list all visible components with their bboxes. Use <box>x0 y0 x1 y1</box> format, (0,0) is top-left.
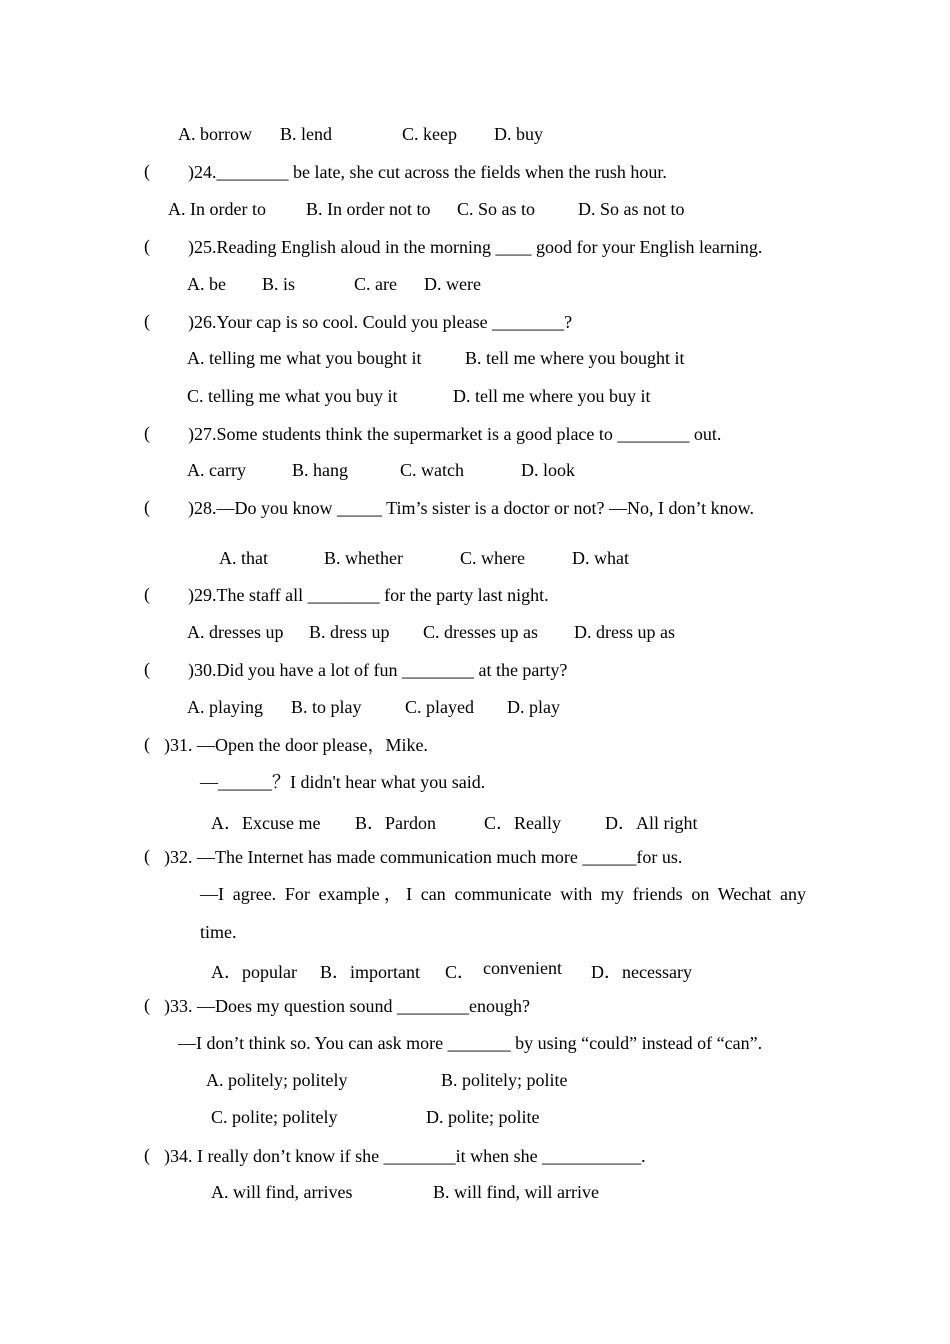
q31-option-b: B．Pardon <box>355 813 436 833</box>
q25-stem: )25.Reading English aloud in the morning ____ good for your English learning. <box>188 237 763 257</box>
q23-option-d: D. buy <box>494 124 543 144</box>
q27-stem: )27.Some students think the supermarket is a good place to ________ out. <box>188 424 722 444</box>
q31-stem: )31. —Open the door please，Mike. <box>164 735 428 755</box>
q32-option-c-text: convenient <box>483 958 562 978</box>
q27-option-a: A. carry <box>187 460 246 480</box>
q32-answer-paren: ( <box>144 846 150 866</box>
q34-answer-paren: ( <box>144 1145 150 1165</box>
q31-option-d: D．All right <box>605 813 698 833</box>
q34-option-a: A. will find, arrives <box>211 1182 353 1202</box>
q28-option-c: C. where <box>460 548 525 568</box>
q32-option-a: A．popular <box>211 962 297 982</box>
q29-option-d: D. dress up as <box>574 622 675 642</box>
q34-option-b: B. will find, will arrive <box>433 1182 599 1202</box>
q24-option-c: C. So as to <box>457 199 536 219</box>
q33-reply: —I don’t think so. You can ask more _______ by using “could” instead of “can”. <box>178 1033 763 1053</box>
q26-stem: )26.Your cap is so cool. Could you please ________? <box>188 312 573 332</box>
q26-answer-paren: ( <box>144 311 150 331</box>
q28-answer-paren: ( <box>144 497 150 517</box>
q27-answer-paren: ( <box>144 423 150 443</box>
q30-option-a: A. playing <box>187 697 263 717</box>
q24-answer-paren: ( <box>144 161 150 181</box>
q31-answer-paren: ( <box>144 734 150 754</box>
q28-option-b: B. whether <box>324 548 403 568</box>
q25-option-c: C. are <box>354 274 397 294</box>
q24-stem: )24.________ be late, she cut across the fields when the rush hour. <box>188 162 667 182</box>
q27-option-b: B. hang <box>292 460 348 480</box>
q24-option-d: D. So as not to <box>578 199 685 219</box>
q23-option-c: C. keep <box>402 124 457 144</box>
q24-option-a: A. In order to <box>168 199 266 219</box>
q32-reply: —I agree. For example，I can communicate with my friends on Wechat any <box>200 884 806 904</box>
q28-stem: )28.—Do you know _____ Tim’s sister is a doctor or not? —No, I don’t know. <box>188 498 754 518</box>
q33-answer-paren: ( <box>144 995 150 1015</box>
q33-option-b: B. politely; polite <box>441 1070 568 1090</box>
q31-option-a: A．Excuse me <box>211 813 321 833</box>
q30-option-b: B. to play <box>291 697 362 717</box>
q25-answer-paren: ( <box>144 236 150 256</box>
q29-option-c: C. dresses up as <box>423 622 538 642</box>
q27-option-c: C. watch <box>400 460 464 480</box>
q25-option-d: D. were <box>424 274 481 294</box>
q34-stem: )34. I really don’t know if she ________it when she ___________. <box>164 1146 646 1166</box>
q26-option-c: C. telling me what you buy it <box>187 386 398 406</box>
q32-option-b: B．important <box>320 962 420 982</box>
q31-option-c: C．Really <box>484 813 561 833</box>
q30-stem: )30.Did you have a lot of fun ________ at the party? <box>188 660 568 680</box>
q32-stem: )32. —The Internet has made communication much more ______for us. <box>164 847 683 867</box>
q33-option-a: A. politely; politely <box>206 1070 348 1090</box>
q24-option-b: B. In order not to <box>306 199 431 219</box>
q32-reply-continued: time. <box>200 922 237 942</box>
q30-answer-paren: ( <box>144 659 150 679</box>
q25-option-b: B. is <box>262 274 296 294</box>
q26-option-d: D. tell me where you buy it <box>453 386 651 406</box>
q32-option-c-letter: C． <box>445 962 476 982</box>
q29-option-a: A. dresses up <box>187 622 284 642</box>
q29-stem: )29.The staff all ________ for the party last night. <box>188 585 549 605</box>
q33-stem: )33. —Does my question sound ________enough? <box>164 996 530 1016</box>
q23-option-a: A. borrow <box>178 124 252 144</box>
q26-option-b: B. tell me where you bought it <box>465 348 685 368</box>
q27-option-d: D. look <box>521 460 575 480</box>
q29-answer-paren: ( <box>144 584 150 604</box>
q26-option-a: A. telling me what you bought it <box>187 348 422 368</box>
q29-option-b: B. dress up <box>309 622 390 642</box>
q28-option-a: A. that <box>219 548 268 568</box>
q33-option-d: D. polite; polite <box>426 1107 540 1127</box>
q30-option-c: C. played <box>405 697 474 717</box>
q33-option-c: C. polite; politely <box>211 1107 338 1127</box>
q30-option-d: D. play <box>507 697 560 717</box>
q32-option-d: D．necessary <box>591 962 692 982</box>
q23-option-b: B. lend <box>280 124 332 144</box>
q28-option-d: D. what <box>572 548 629 568</box>
q31-reply: —______？I didn't hear what you said. <box>200 772 486 792</box>
q25-option-a: A. be <box>187 274 226 294</box>
